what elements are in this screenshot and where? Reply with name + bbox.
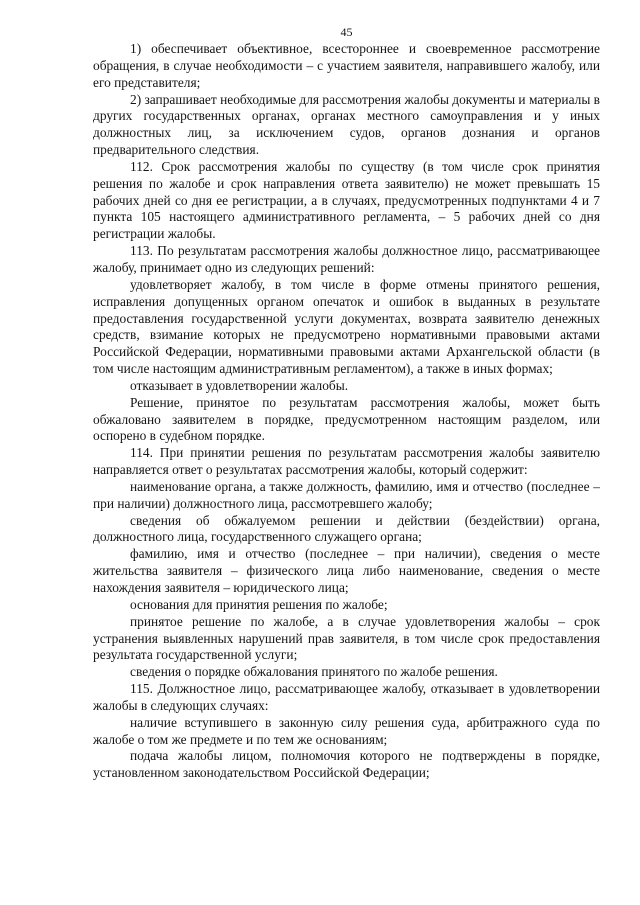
- paragraph-113-appeal: Решение, принятое по результатам рассмотрения жалобы, может быть обжаловано заявителем в порядке, предусмотренном настоящим разделом, или оспорено в судебном порядке.: [93, 394, 600, 444]
- paragraph-item-2-requests: 2) запрашивает необходимые для рассмотрения жалобы документы и материалы в других государственных органах, органах местного самоуправления и у иных должностных лиц, за исключением судов, органов дознания и органов предварительного следствия.: [93, 91, 600, 158]
- paragraph-114-applicant-info: фамилию, имя и отчество (последнее – при наличии), сведения о месте жительства заявителя – физического лица либо наименование, сведения о месте нахождения заявителя – юридического лица;: [93, 546, 600, 595]
- paragraph-114-organ-name: наименование органа, а также должность, фамилию, имя и отчество (последнее – при наличии) должностного лица, рассмотревшего жалобу;: [93, 478, 600, 511]
- paragraph-114-decision-info: сведения об обжалуемом решении и действии (бездействии) органа, должностного лица, государственного служащего органа;: [93, 512, 600, 545]
- paragraph-113-decision: 113. По результатам рассмотрения жалобы должностное лицо, рассматривающее жалобу, принимает одно из следующих решений:: [93, 243, 600, 275]
- paragraph-114-response: 114. При принятии решения по результатам рассмотрения жалобы заявителю направляется ответ о результатах рассмотрения жалобы, который содержит:: [93, 445, 600, 478]
- paragraph-113-refuse: отказывает в удовлетворении жалобы.: [130, 377, 349, 393]
- page-number: 45: [340, 25, 353, 39]
- paragraph-114-appeal-procedure: сведения о порядке обжалования принятого по жалобе решения.: [130, 664, 498, 680]
- paragraph-114-decision-taken: принятое решение по жалобе, а в случае удовлетворения жалобы – срок устранения выявленных нарушений прав заявителя, в том числе срок предоставления результата государственной услуги;: [93, 613, 600, 663]
- document-page: [93, 24, 600, 782]
- paragraph-112-review-period: 112. Срок рассмотрения жалобы по существу (в том числе срок принятия решения по жалобе и срок направления ответа заявителю) не может превышать 15 рабочих дней со дня ее регистрации, а в случаях, предусмотренных подпунктами 4 и 7 пункта 105 настоящего административного регламента, – 5 рабочих дней со дня регистрации жалобы.: [93, 158, 600, 242]
- paragraph-114-grounds: основания для принятия решения по жалобе;: [130, 596, 388, 612]
- paragraph-115-unauthorized: подача жалобы лицом, полномочия которого не подтверждены в порядке, установленном законодательством Российской Федерации;: [93, 748, 600, 781]
- paragraph-113-satisfy: удовлетворяет жалобу, в том числе в форме отмены принятого решения, исправления допущенных органом опечаток и ошибок в выданных в результате предоставления государственной услуги документах, возврата заявителю денежных средств, взимание которых не предусмотрено нормативными правовыми актами Российской Федерации, нормативными правовыми актами Архангельской области (в том числе настоящим административным регламентом), а также в иных формах;: [93, 276, 600, 377]
- paragraph-115-refusal: 115. Должностное лицо, рассматривающее жалобу, отказывает в удовлетворении жалобы в следующих случаях:: [93, 681, 600, 713]
- paragraph-item-1-provides: 1) обеспечивает объективное, всестороннее и своевременное рассмотрение обращения, в случае необходимости – с участием заявителя, направившего жалобу, или его представителя;: [93, 41, 600, 90]
- paragraph-115-court-decision: наличие вступившего в законную силу решения суда, арбитражного суда по жалобе о том же предмете и по тем же основаниям;: [93, 714, 600, 747]
